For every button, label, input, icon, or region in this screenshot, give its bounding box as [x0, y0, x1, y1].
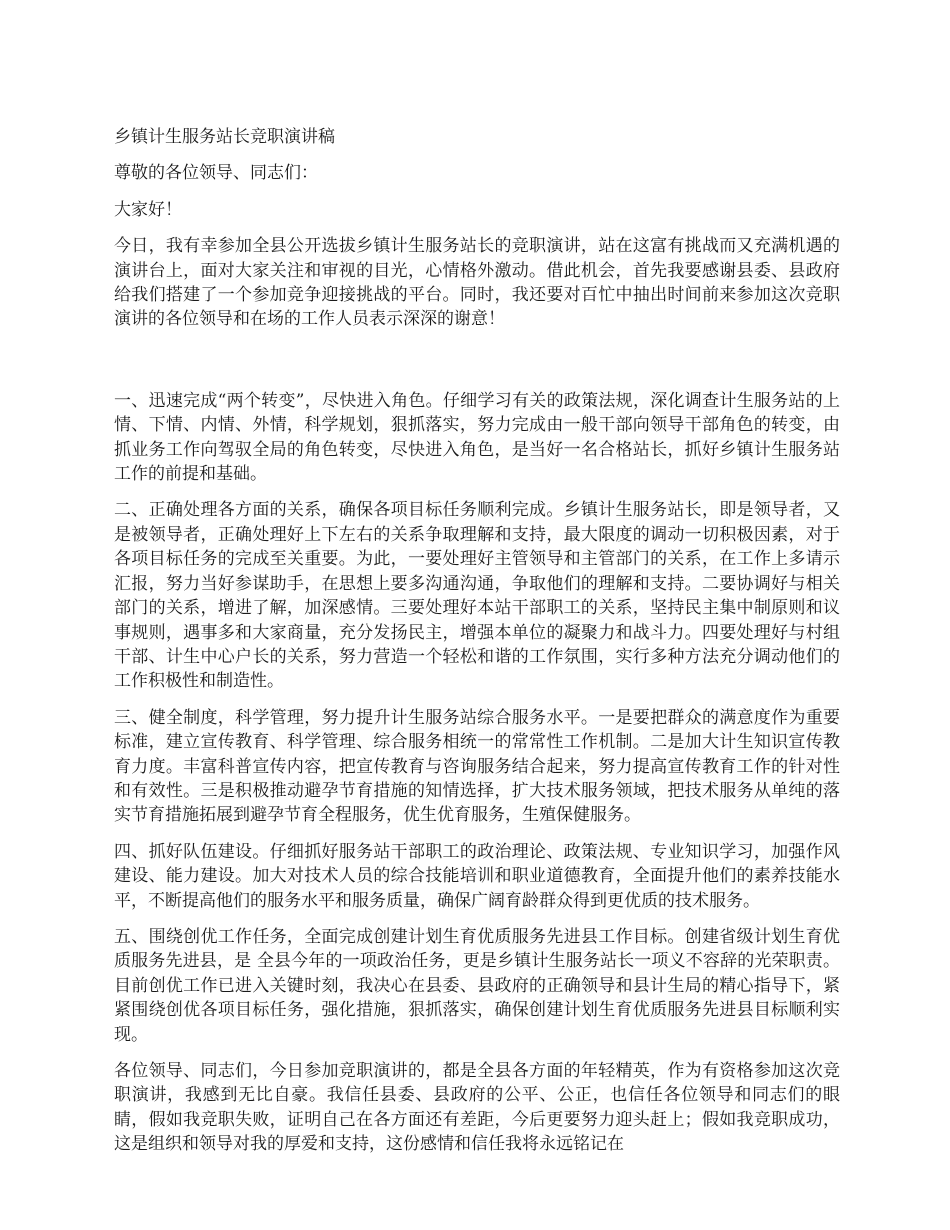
point-paragraph-5: 五、围绕创优工作任务，全面完成创建计划生育优质服务先进县工作目标。创建省级计划生育优质服务先进县，是 全县今年的一项政治任务，更是乡镇计生服务站长一项义不容辞的光荣职责。目前创优工作已进入关键时刻，我决心在县委、县政府的正确领导和县计生局的精心指导下，紧紧围绕创优各项目标任务，强化措施，狠抓落实，确保创建计划生育优质服务先进县目标顺利实现。: [114, 926, 840, 1045]
point-paragraph-3: 三、健全制度，科学管理，努力提升计生服务站综合服务水平。一是要把群众的满意度作为重要标准，建立宣传教育、科学管理、综合服务相统一的常常性工作机制。二是加大计生知识宣传教育力度。丰富科普宣传内容，把宣传教育与咨询服务结合起来，努力提高宣传教育工作的针对性和有效性。三是积极推动避孕节育措施的知情选择，扩大技术服务领域，把技术服务从单纯的落实节育措施拓展到避孕节育全程服务，优生优育服务，生殖保健服务。: [114, 707, 840, 826]
document-title: 乡镇计生服务站长竞职演讲稿: [114, 127, 335, 147]
document-body: [114, 125, 840, 1169]
point-paragraph-4: 四、抓好队伍建设。仔细抓好服务站干部职工的政治理论、政策法规、专业知识学习，加强作风建设、能力建设。加大对技术人员的综合技能培训和职业道德教育，全面提升他们的素养技能水平，不断提高他们的服务水平和服务质量，确保广阔育龄群众得到更优质的技术服务。: [114, 841, 840, 911]
point-paragraph-1: 一、迅速完成“两个转变”，尽快进入角色。仔细学习有关的政策法规，深化调查计生服务站的上情、下情、内情、外情，科学规划，狠抓落实，努力完成由一般干部向领导干部角色的转变，由抓业务工作向驾驭全局的角色转变，尽快进入角色，是当好一名合格站长，抓好乡镇计生服务站工作的前提和基础。: [114, 390, 840, 485]
greeting: 大家好！: [114, 199, 182, 220]
intro-paragraph: 今日，我有幸参加全县公开选拔乡镇计生服务站长的竞职演讲，站在这富有挑战而又充满机遇的演讲台上，面对大家关注和审视的目光，心情格外激动。借此机会，首先我要感谢县委、县政府给我们搭建了一个参加竞争迎接挑战的平台。同时，我还要对百忙中抽出时间前来参加这次竞职演讲的各位领导和在场的工作人员表示深深的谢意！: [114, 236, 840, 330]
point-paragraph-2: 二、正确处理各方面的关系，确保各项目标任务顺利完成。乡镇计生服务站长，即是领导者，又是被领导者，正确处理好上下左右的关系争取理解和支持，最大限度的调动一切积极因素，对于各项目标任务的完成至关重要。为此，一要处理好主管领导和主管部门的关系，在工作上多请示汇报，努力当好参谋助手，在思想上要多沟通沟通，争取他们的理解和支持。二要协调好与相关部门的关系，增进了解，加深感情。三要处理好本站干部职工的关系，坚持民主集中制原则和议事规则，遇事多和大家商量，充分发扬民主，增强本单位的凝聚力和战斗力。四要处理好与村组干部、计生中心户长的关系，努力营造一个轻松和谐的工作氛围，实行多种方法充分调动他们的工作积极性和制造性。: [114, 500, 840, 692]
salutation: 尊敬的各位领导、同志们：: [114, 163, 318, 184]
section-gap: [114, 344, 840, 389]
closing-paragraph: 各位领导、同志们，今日参加竞职演讲的，都是全县各方面的年轻精英，作为有资格参加这次竞职演讲，我感到无比自豪。我信任县委、县政府的公平、公正，也信任各位领导和同志们的眼睛，假如我竞职失败，证明自己在各方面还有差距，今后更要努力迎头赶上；假如我竞职成功，这是组织和领导对我的厚爱和支持，这份感情和信任我将永远铭记在: [114, 1061, 840, 1155]
